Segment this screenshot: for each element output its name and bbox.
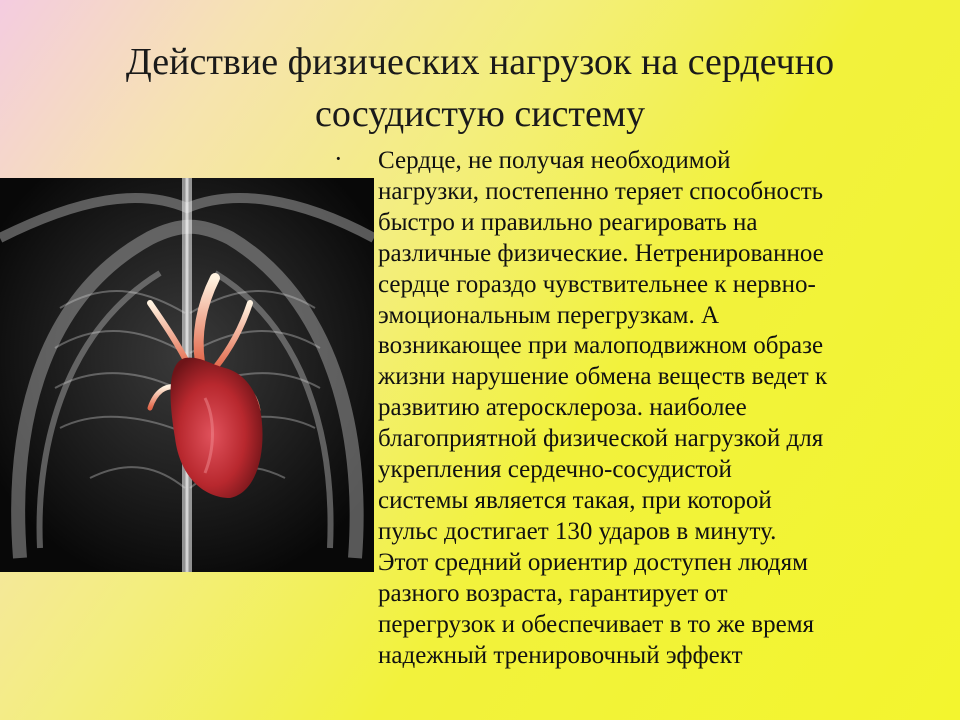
slide-title-line: сосудистую систему <box>315 93 645 135</box>
paragraph-line: разного возраста, гарантирует от <box>378 579 728 607</box>
paragraph-line: быстро и правильно реагировать на <box>378 208 758 236</box>
paragraph-line: эмоциональным перегрузкам. А <box>378 301 720 329</box>
paragraph-line: жизни нарушение обмена веществ ведет к <box>378 363 828 391</box>
paragraph-line: системы является такая, при которой <box>378 486 772 514</box>
paragraph-line: укрепления сердечно-сосудистой <box>378 456 732 484</box>
paragraph-line: благоприятной физической нагрузкой для <box>378 425 824 453</box>
slide-title-line: Действие физических нагрузок на сердечно <box>125 41 835 83</box>
body-paragraph <box>378 146 956 671</box>
paragraph-line: Этот средний ориентир доступен людям <box>378 548 808 576</box>
heart-anatomy-image <box>0 178 374 572</box>
paragraph-line: перегрузок и обеспечивает в то же время <box>378 610 815 638</box>
paragraph-line: надежный тренировочный эффект <box>378 641 743 669</box>
paragraph-line: сердце гораздо чувствительнее к нервно- <box>378 270 816 298</box>
paragraph-line: нагрузки, постепенно теряет способность <box>378 177 824 205</box>
slide-title <box>60 36 900 140</box>
paragraph-line: пульс достигает 130 ударов в минуту. <box>378 517 777 545</box>
bullet-marker: · <box>334 144 343 173</box>
paragraph-line: Сердце, не получая необходимой <box>378 147 731 174</box>
paragraph-line: возникающее при малоподвижном образе <box>378 332 824 360</box>
paragraph-line: различные физические. Нетренированное <box>378 239 824 267</box>
paragraph-line: развитию атеросклероза. наиболее <box>378 394 747 422</box>
